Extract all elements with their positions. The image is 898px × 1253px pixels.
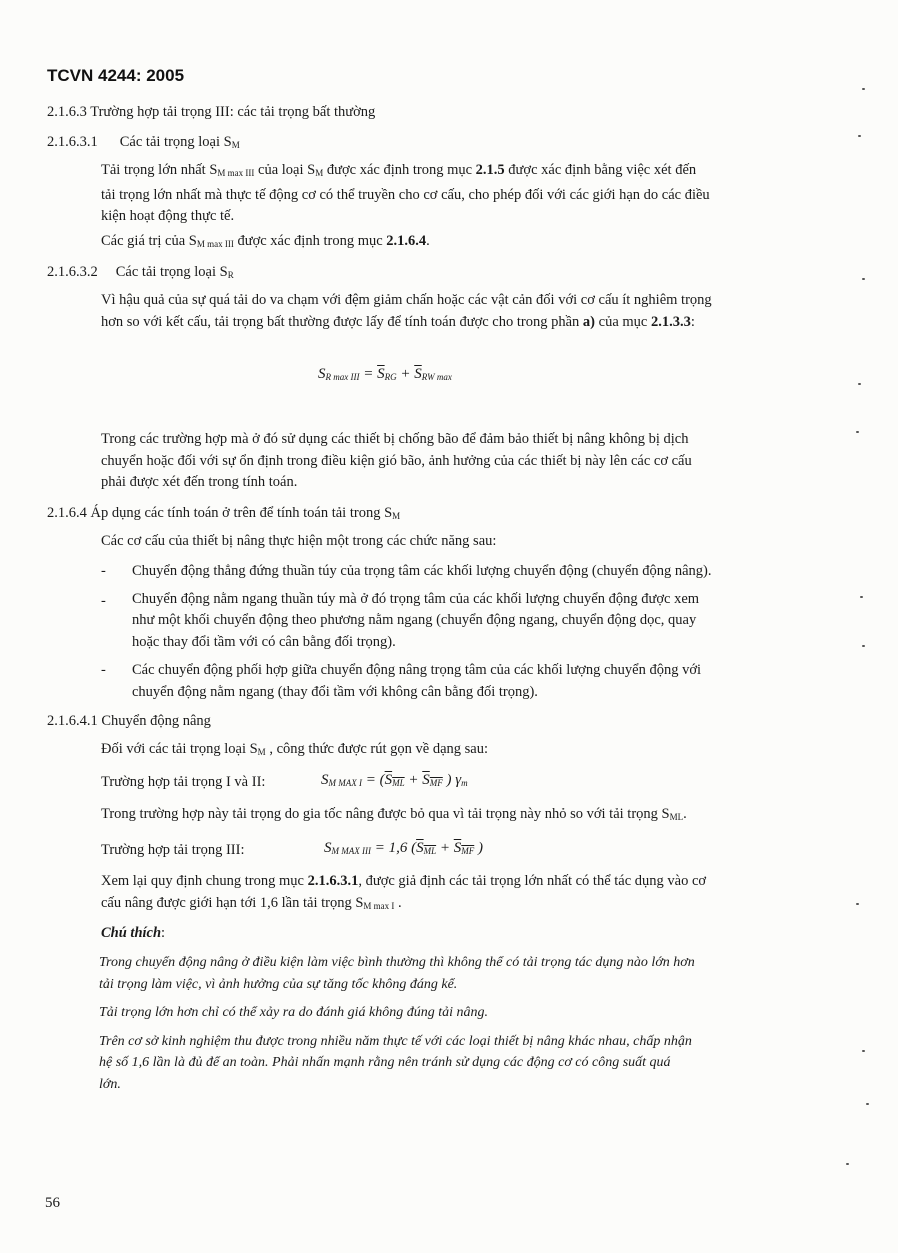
section-number: 2.1.6.4 (47, 505, 87, 521)
scan-speck (862, 88, 865, 90)
paragraph-sm-formula-intro: Đối với các tải trọng loại $S_M$ , công thức được rút gọn về dạng sau: (101, 741, 488, 757)
paragraph-storm-devices: Trong các trường hợp mà ở đó sử dụng các thiết bị chống bão để đảm bảo thiết bị nâng không bị dịch chuyển hoặc đối với sự ổn định trong điều kiện gió bão, ảnh hưởng của các thiết bị này lên các cơ cấu phải được xét đến trong tính toán. (101, 431, 692, 490)
bullet-mark: - (101, 563, 106, 579)
scan-speck (856, 431, 859, 433)
section-2-1-6-4-heading: 2.1.6.4 Áp dụng các tính toán ở trên để tính toán tải trong $S_M$ (47, 505, 401, 521)
section-2-1-6-3-heading (47, 104, 375, 121)
paragraph-sm-max-definition: Tải trọng lớn nhất $S_{M max III}$ của loại $S_M$ được xác định trong mục 2.1.5 được xác định bằng việc xét đến tải trọng lớn nhất mà thực tế động cơ có thể truyền cho cơ cấu, cho phép đối với các giới hạn do các điều kiện hoạt động thực tế. (101, 162, 710, 224)
page-number: 56 (45, 1195, 60, 1211)
scan-speck (856, 903, 859, 905)
scan-speck (862, 645, 865, 647)
note-item: Trong chuyển động nâng ở điều kiện làm việc bình thường thì không thể có tải trọng tác dụng nào lớn hơn tải trọng làm việc, vì ảnh hưởng của sự tăng tốc không đáng kể. (99, 955, 695, 992)
list-item: - Chuyển động nằm ngang thuần túy mà ở đó trọng tâm của các khối lượng chuyển động được xem như một khối chuyển động theo phương nằm ngang (chuyển động ngang, chuyển động dọc, quay hoặc thay đổi tầm với có cân bằng đối trọng). (101, 590, 700, 650)
section-title: Chuyển động nâng (101, 713, 211, 729)
section-number: 2.1.6.3 (47, 104, 87, 120)
section-title: Áp dụng các tính toán ở trên để tính toán tải trong S (90, 505, 393, 521)
reference-2-1-3-3: 2.1.3.3 (650, 313, 691, 330)
section-2-1-6-3-2-heading: 2.1.6.3.2 Các tải trọng loại $S_R$ (47, 264, 234, 280)
scan-speck (858, 135, 861, 137)
note-item: Trên cơ sở kinh nghiệm thu được trong nhiều năm thực tế với các loại thiết bị nâng khác nhau, chấp nhận hệ số 1,6 lần là đủ để an toàn. Phải nhấn mạnh rằng nên tránh sử dụng các động cơ có công suất quá lớn. (99, 1033, 692, 1092)
section-title: Trường hợp tải trọng III: các tải trọng bất thường (90, 104, 376, 120)
formula-sm-max-i: $S_{M MAX I} = (\overline{S}_{\overline{ML}} + \overline{S}_{\overline{MF}}$ ) $\gamma_m$ (321, 772, 468, 788)
paragraph-review-general-rule: Xem lại quy định chung trong mục 2.1.6.3.1, được giả định các tải trọng lớn nhất có thể tác dụng vào cơ cấu nâng được giới hạn tới 1,6 lần tải trọng $S_{M max I}$ . (101, 873, 707, 911)
bullet-list-functions (101, 561, 821, 703)
section-title: Các tải trọng loại S (119, 134, 232, 150)
paragraph-mechanism-functions: Các cơ cấu của thiết bị nâng thực hiện một trong các chức năng sau: (101, 533, 497, 549)
section-2-1-6-4-1-heading (47, 713, 211, 730)
case-3-label: Trường hợp tải trọng III: (101, 842, 245, 858)
bullet-mark: - (101, 662, 106, 678)
section-number: 2.1.6.4.1 (47, 713, 98, 729)
scan-speck (860, 596, 863, 598)
scan-speck (866, 1103, 869, 1105)
formula-sm-max-iii: $S_{M MAX III} = 1,6$ ($\overline{S}_{\overline{ML}} + \overline{S}_{\overline{MF}}$ ) (324, 840, 483, 856)
notes-block (99, 952, 821, 1095)
section-2-1-6-3-1-heading: 2.1.6.3.1 Các tải trọng loại $S_M$ (47, 134, 240, 150)
case-1-2-label: Trường hợp tải trọng I và II: (101, 774, 266, 790)
reference-2-1-6-4: 2.1.6.4 (386, 233, 427, 249)
scan-speck (862, 1050, 865, 1052)
scan-speck (858, 383, 861, 385)
list-item: - Chuyển động thẳng đứng thuần túy của trọng tâm các khối lượng chuyển động (chuyển động nâng). (101, 561, 821, 583)
section-number: 2.1.6.3.2 (47, 264, 98, 280)
section-title: Các tải trọng loại S (115, 264, 228, 280)
section-number: 2.1.6.3.1 (47, 134, 98, 150)
bullet-mark: - (101, 592, 106, 609)
document-header-title: TCVN 4244: 2005 (47, 66, 185, 85)
reference-2-1-6-3-1: 2.1.6.3.1 (307, 873, 359, 889)
list-item: - Các chuyển động phối hợp giữa chuyển động nâng trọng tâm của các khối lượng chuyển động với chuyển động nằm ngang (thay đổi tầm với không cân bằng đối trọng). (101, 662, 702, 700)
paragraph-sr-overload: Vì hậu quả của sự quá tải do va chạm với đệm giảm chấn hoặc các vật cản đối với cơ cấu ít nghiêm trọng hơn so với kết cấu, tải trọng bất thường được lấy để tính toán được cho trong phần a) của mục 2.1.3.3: (101, 292, 712, 330)
paragraph-acceleration-ignored: Trong trường hợp này tải trọng do gia tốc nâng được bỏ qua vì tải trọng này nhỏ so với tải trọng $S_{ML}$. (101, 806, 687, 822)
reference-2-1-5: 2.1.5 (475, 162, 505, 178)
note-item: Tải trọng lớn hơn chỉ có thể xảy ra do đánh giá không đúng tải nâng. (99, 1005, 489, 1020)
note-title: Chú thích: (101, 925, 166, 941)
paragraph-sm-max-values: Các giá trị của $S_{M max III}$ được xác định trong mục 2.1.6.4. (101, 233, 430, 249)
scan-speck (846, 1163, 849, 1165)
scan-speck (862, 278, 865, 280)
formula-sr-max: $S_{R max III} = \overline{S}_{RG} + \overline{S}_{RW max}$ (318, 366, 452, 382)
